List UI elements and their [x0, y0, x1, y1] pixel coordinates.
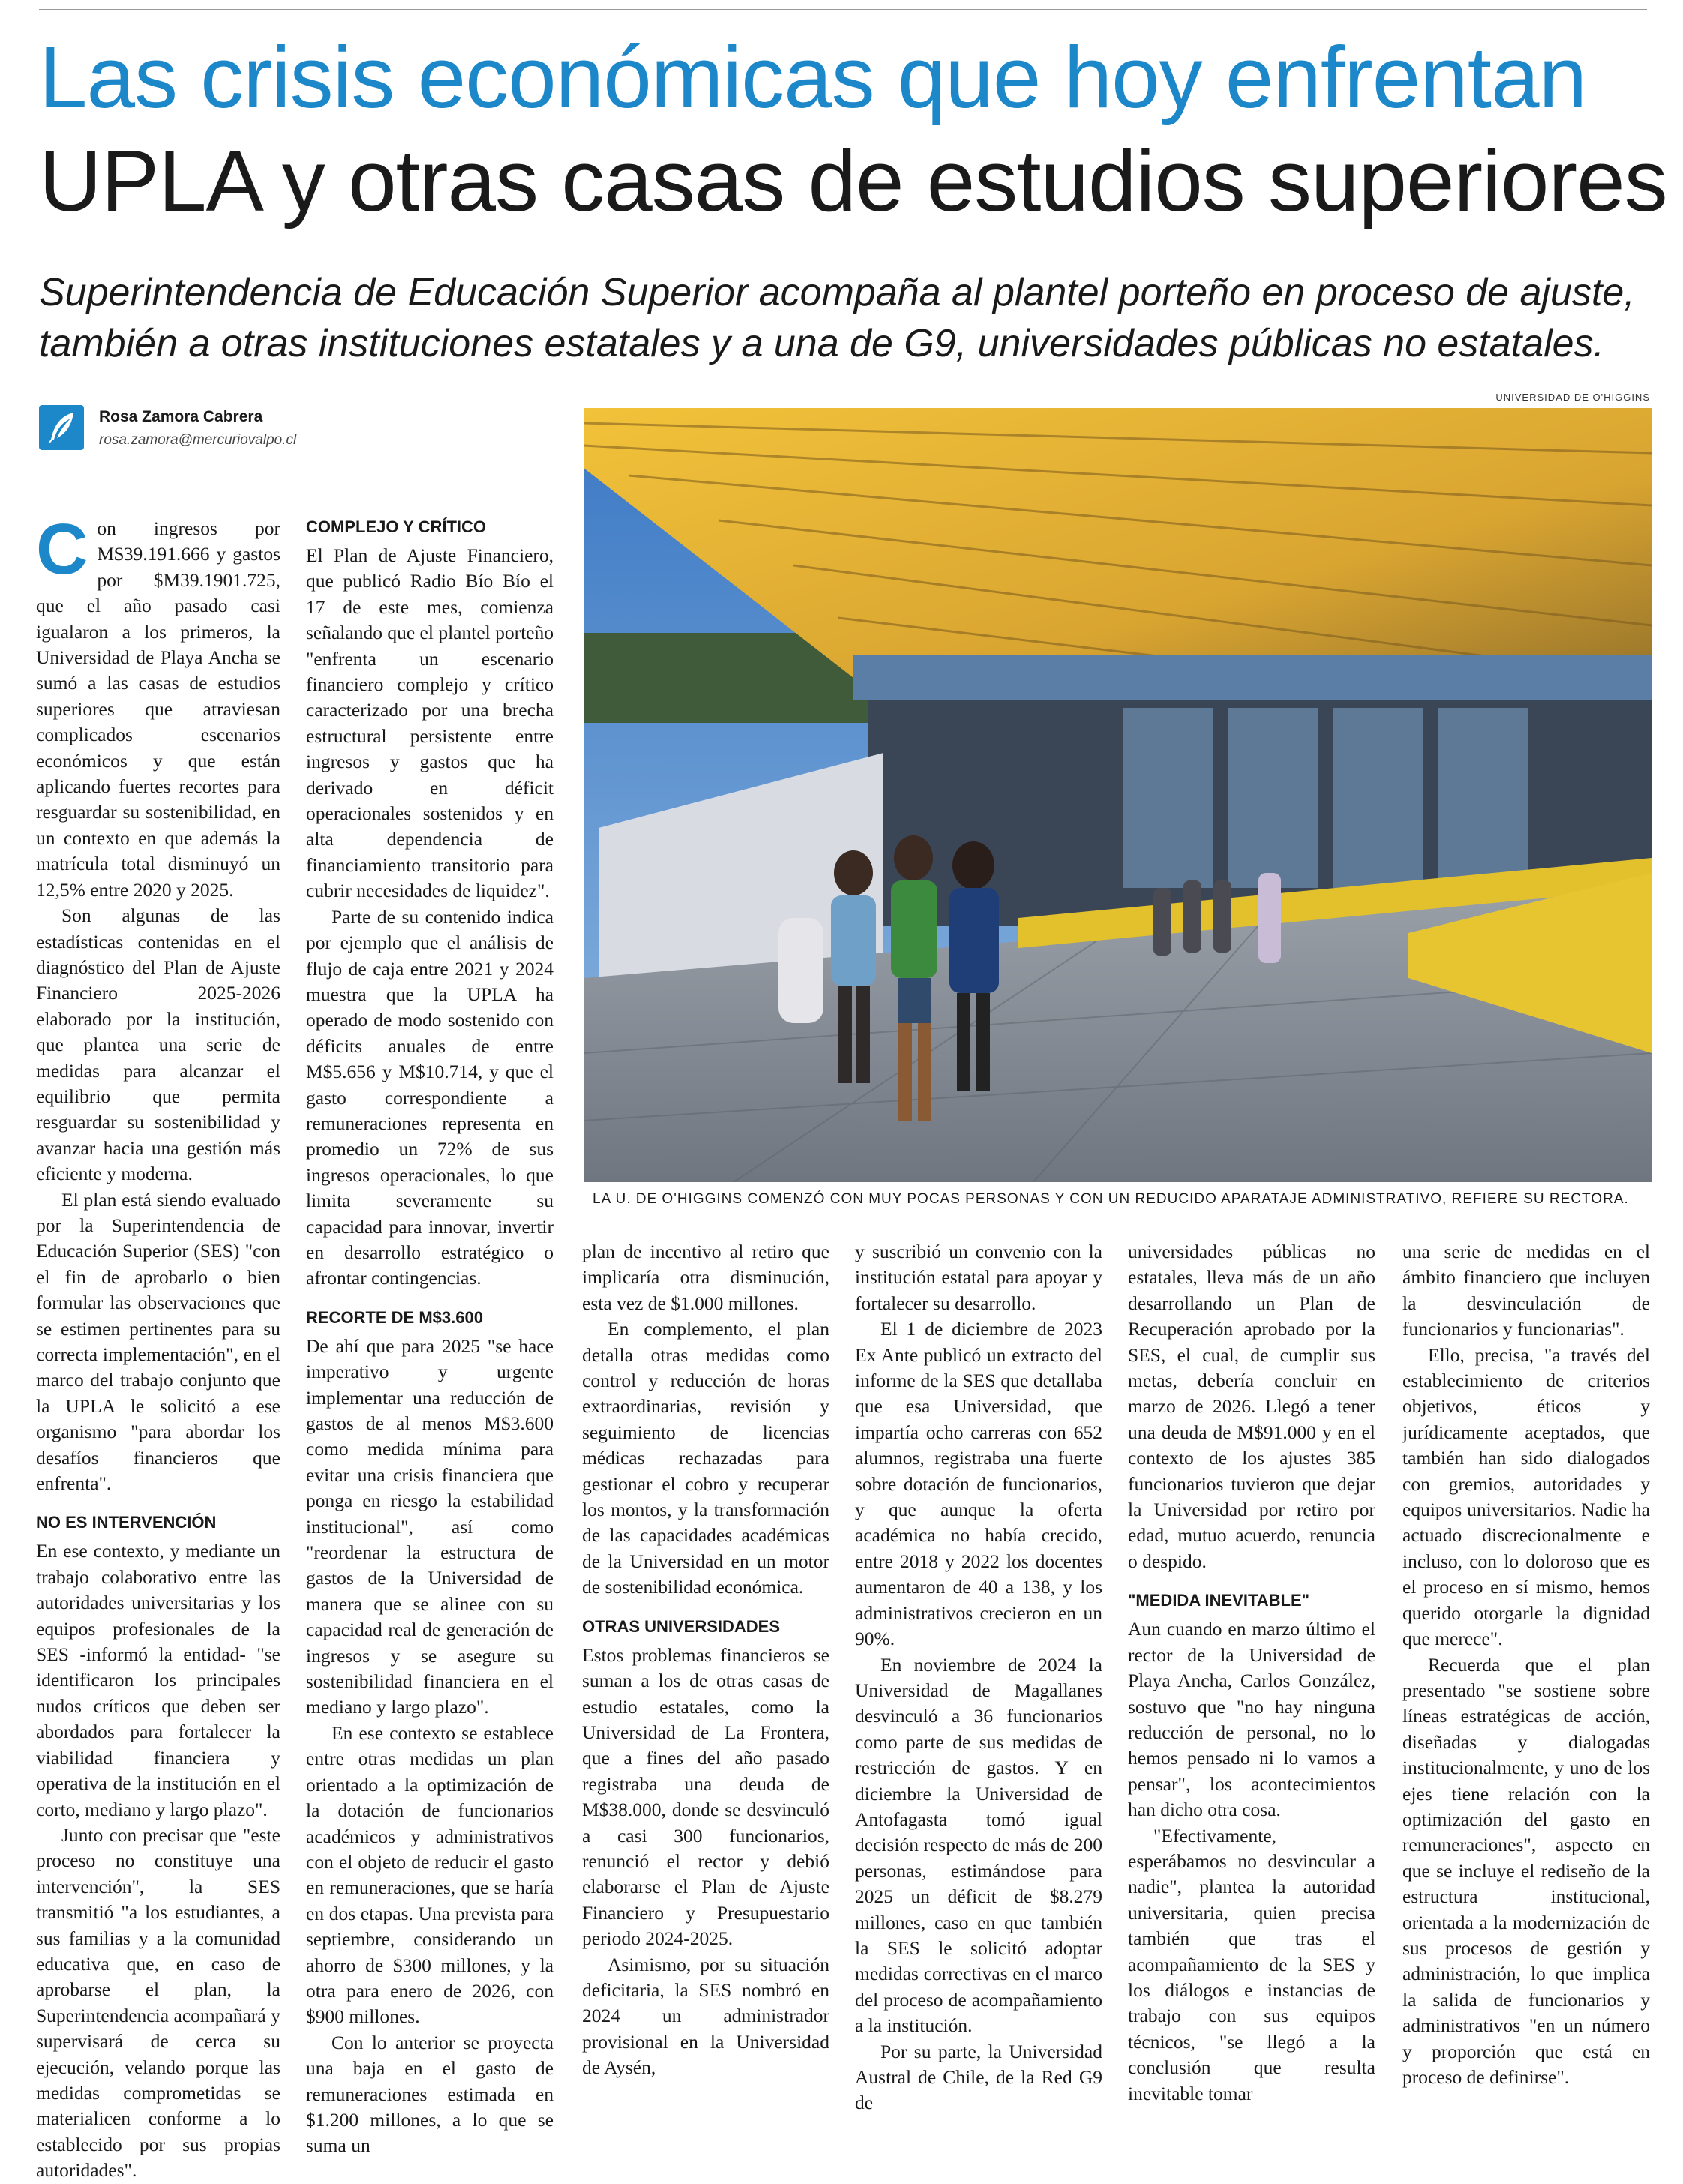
paragraph: Junto con precisar que "este proceso no constituye una intervención", la SES transmitió "a los estudiantes, a sus familias y a la comunidad educativa que, en caso de aprobarse el plan, la Superintendencia acompañará y supervisará de cerca su ejecución, velando porque las medidas comprometidas se materialicen conforme a lo establecido por sus propias autoridades".: [36, 1823, 280, 2182]
paragraph: plan de incentivo al retiro que implicaría otra disminución, esta vez de $1.000 millones.: [582, 1240, 830, 1314]
paragraph: El Plan de Ajuste Financiero, que publicó Radio Bío Bío el 17 de este mes, comienza señalando que el plantel porteño "enfrenta un escenario financiero complejo y crítico caracterizado por una brecha estructural persistente entre ingresos y gastos que ha derivado en déficit operacionales sostenidos y en alta dependencia de financiamiento transitorio para cubrir necesidades de liquidez".: [306, 544, 554, 902]
paragraph: universidades públicas no estatales, lleva más de un año desarrollando un Plan de Recuperación aprobado por la SES, el cual, de cumplir sus metas, debería concluir en marzo de 2026. Llegó a tener una deuda de M$91.000 y en el contexto de los ajustes 385 funcionarios tuvieron que dejar la Universidad por retiro por edad, mutuo acuerdo, renuncia o despido.: [1128, 1240, 1376, 1572]
quill-icon: [39, 405, 84, 450]
column-4: [855, 1239, 1102, 2116]
paragraph: El 1 de diciembre de 2023 Ex Ante publicó un extracto del informe de la SES que detallaba que esa Universidad, que impartía ocho carreras con 652 alumnos, registraba una fuerte sobre dotación de funcionarios, y que aunque la oferta académica no había crecido, entre 2018 y 2022 los docentes aumentaron de 40 a 138, y los administrativos crecieron en un 90%.: [855, 1318, 1102, 1650]
paragraph: una serie de medidas en el ámbito financiero que incluyen la desvinculación de funcionarios y funcionarias".: [1402, 1240, 1650, 1340]
paragraph: "Efectivamente, esperábamos no desvincular a nadie", plantea la autoridad universitaria, quien precisa también que tras el acompañamiento de la SES y los diálogos e instancias de trabajo con sus equipos técnicos, "se llegó a la conclusión que resulta inevitable tomar: [1128, 1824, 1376, 2104]
paragraph: Ello, precisa, "a través del establecimiento de criterios objetivos, éticos y jurídicamente aceptados, que también han sido dialogados con gremios, autoridades y equipos universitarios. Nadie ha actuado discrecionalmente e incluso, con lo doloroso que es el proceso en sí mismo, hemos querido otorgarle la dignidad que merece".: [1402, 1343, 1650, 1650]
paragraph: En noviembre de 2024 la Universidad de Magallanes desvinculó a 36 funcionarios como parte de sus medidas de restricción de gastos. Y en diciembre la Universidad de Antofagasta tomó igual decisión respecto de más de 200 personas, estimándose para 2025 un déficit de $8.279 millones, caso en que también la SES le solicitó adoptar medidas correctivas en el marco del proceso de acompañamiento a la institución.: [855, 1653, 1102, 2037]
paragraph: Recuerda que el plan presentado "se sostiene sobre líneas estratégicas de acción, diseñadas y dialogadas institucionalmente, y uno de los ejes tiene relación con la optimización del gasto en remuneraciones", aspecto en que se incluye el rediseño de la estructura institucional, orientada a la modernización de sus procesos de gestión y administración, lo que implica la salida de funcionarios y administrativos "en un número y proporción que está en proceso de definirse".: [1402, 1653, 1650, 2088]
deck: [39, 267, 1652, 369]
headline-line-2: UPLA y otras casas de estudios superiores: [39, 132, 1667, 230]
paragraph: [36, 509, 280, 903]
subheading: RECORTE DE M$3.600: [306, 1307, 483, 1327]
paragraph: De ahí que para 2025 "se hace imperativo y urgente implementar una reducción de gastos de al menos M$3.600 como medida mínima para evitar una crisis financiera que ponga en riesgo la estabilidad institucional", así como "reordenar la estructura de gastos de la Universidad de manera que se alinee con su capacidad real de generación de ingresos y se asegure su sostenibilidad financiera en el mediano y largo plazo".: [306, 1334, 554, 1718]
author-name: Rosa Zamora Cabrera: [99, 408, 263, 425]
headline-line-1: Las crisis económicas que hoy enfrentan: [39, 28, 1587, 126]
paragraph: Por su parte, la Universidad Austral de Chile, de la Red G9 de: [855, 2040, 1102, 2114]
column-5: [1128, 1239, 1376, 2107]
deck-line-1: Superintendencia de Educación Superior acompaña al plantel porteño en proceso de ajuste,: [39, 271, 1635, 314]
column-6: [1402, 1239, 1650, 2090]
subheading: COMPLEJO Y CRÍTICO: [306, 518, 487, 536]
subheading: NO ES INTERVENCIÓN: [36, 1513, 217, 1532]
paragraph: Con lo anterior se proyecta una baja en el gasto de remuneraciones estimada en $1.200 millones, a lo que se suma un: [306, 2031, 554, 2157]
column-2: [306, 516, 554, 2159]
column-1: [36, 509, 280, 2184]
photo-caption: LA U. DE O'HIGGINS COMENZÓ CON MUY POCAS PERSONAS Y CON UN REDUCIDO APARATAJE ADMINISTRATIVO, REFIERE SU RECTORA.: [592, 1191, 1629, 1207]
drop-cap: C: [36, 509, 88, 590]
author-email[interactable]: rosa.zamora@mercuriovalpo.cl: [99, 432, 297, 448]
paragraph-text: on ingresos por M$39.191.666 y gastos por $M39.1901.725, que el año pasado casi igualaron a los primeros, la Universidad de Playa Ancha se sumó a las casas de estudios superiores que atraviesan complicados escenarios económicos y que están aplicando fuertes recortes para resguardar su sostenibilidad, en un contexto en que además la matrícula total disminuyó un 12,5% entre 2020 y 2025.: [36, 518, 280, 901]
paragraph: Parte de su contenido indica por ejemplo que el análisis de flujo de caja entre 2021 y 2024 muestra que la UPLA ha operado de modo sostenido con déficits anuales de entre M$5.656 y M$10.714, y que el gasto correspondiente a remuneraciones representa en promedio un 72% de sus ingresos operacionales, lo que limita severamente su capacidad para innovar, invertir en desarrollo estratégico o afrontar contingencias.: [306, 905, 554, 1289]
deck-line-2: también a otras instituciones estatales y a una de G9, universidades públicas no estatales.: [39, 322, 1605, 365]
paragraph: El plan está siendo evaluado por la Superintendencia de Educación Superior (SES) "con el fin de aprobarlo o bien formular las observaciones que se estimen pertinentes para su correcta implementación", en el marco del trabajo conjunto que la UPLA le solicitó a ese organismo "para abordar los desafíos financieros que enfrenta".: [36, 1188, 280, 1495]
paragraph: Aun cuando en marzo último el rector de la Universidad de Playa Ancha, Carlos González, sostuvo que "no hay ninguna reducción de personal, no lo hemos pensado ni lo vamos a pensar", los acontecimientos han dicho otra cosa.: [1128, 1618, 1376, 1821]
column-3: [582, 1239, 830, 2081]
paragraph: En complemento, el plan detalla otras medidas como control y reducción de horas extraordinarias, revisión y seguimiento de licencias médicas rechazadas para gestionar el cobro y recuperar los montos, y la transformación de las capacidades académicas de la Universidad en un motor de sostenibilidad económica.: [582, 1318, 830, 1598]
paragraph: En ese contexto, y mediante un trabajo colaborativo entre las autoridades universitarias y los equipos profesionales de la SES -informó la entidad- "se identificaron los principales nudos críticos que deben ser abordados para fortalecer la viabilidad financiera y operativa de la institución en el corto, mediano y largo plazo".: [36, 1540, 280, 1820]
paragraph: y suscribió un convenio con la institución estatal para apoyar y fortalecer su desarrollo.: [855, 1240, 1102, 1314]
paragraph: Asimismo, por su situación deficitaria, la SES nombró en 2024 un administrador provisional en la Universidad de Aysén,: [582, 1953, 830, 2079]
photo-credit: UNIVERSIDAD DE O'HIGGINS: [1496, 392, 1650, 403]
subheading: "MEDIDA INEVITABLE": [1128, 1591, 1310, 1610]
byline: [39, 405, 324, 458]
subheading: OTRAS UNIVERSIDADES: [582, 1616, 781, 1636]
article-photo: [584, 408, 1652, 1182]
paragraph: Son algunas de las estadísticas contenidas en el diagnóstico del Plan de Ajuste Financiero 2025-2026 elaborado por la institución, que plantea una serie de medidas para alcanzar el equilibrio que permita resguardar su sostenibilidad y avanzar hacia una gestión más eficiente y moderna.: [36, 904, 280, 1185]
paragraph: Estos problemas financieros se suman a los de otras casas de estudio estatales, como la Universidad de La Frontera, que a fines del año pasado registraba una deuda de M$38.000, donde se desvinculó a casi 300 funcionarios, renunció el rector y debió elaborarse el Plan de Ajuste Financiero y Presupuestario periodo 2024-2025.: [582, 1643, 830, 1950]
top-rule: [39, 9, 1647, 10]
paragraph: En ese contexto se establece entre otras medidas un plan orientado a la optimización de la dotación de funcionarios académicos y administrativos con el objeto de reducir el gasto en remuneraciones, que se haría en dos etapas. Una prevista para septiembre, considerando un ahorro de $300 millones, y la otra para enero de 2026, con $900 millones.: [306, 1721, 554, 2028]
